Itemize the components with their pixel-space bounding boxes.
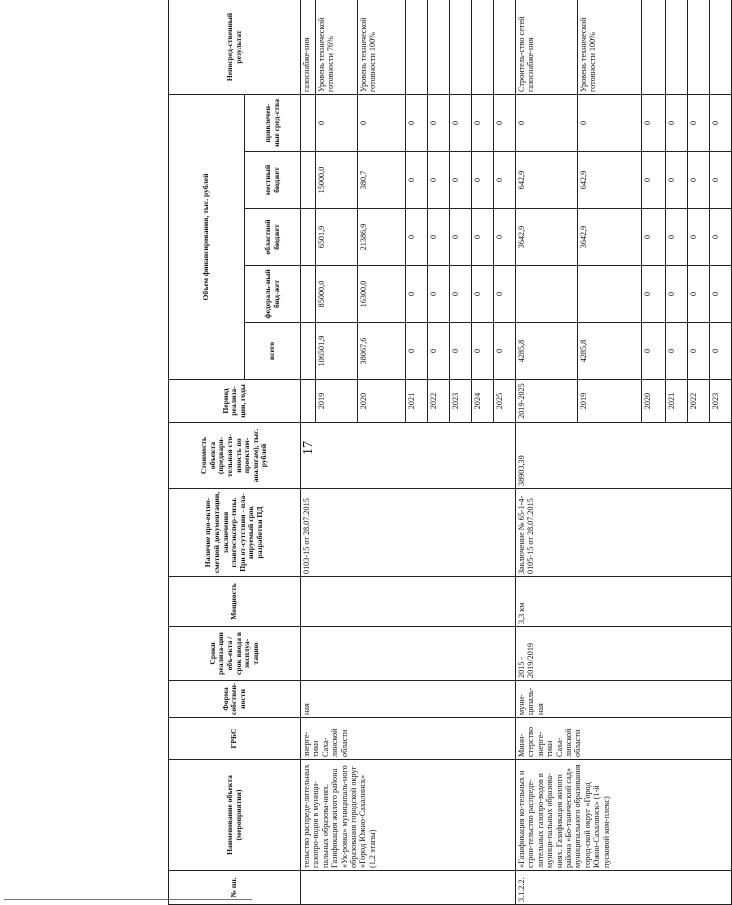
row-regional: 3642,9	[578, 209, 642, 266]
row-year: 2021	[666, 380, 688, 423]
header-federal: федераль-ный бюд-жет	[245, 266, 301, 323]
row-total: 4285,8	[578, 323, 642, 380]
object-1-ownership: ная	[301, 681, 516, 718]
row-total: 0	[494, 323, 516, 380]
row-attracted: 0	[688, 95, 710, 152]
row-year: 2019	[578, 380, 642, 423]
object-2-body	[516, 0, 732, 905]
header-ownership: Форма собствен-ности	[169, 681, 301, 718]
row-regional: 0	[494, 209, 516, 266]
row-year: 2019	[316, 380, 358, 423]
header-financing: Объем финансирования, тыс. рублей	[169, 95, 245, 380]
object-1-capacity	[301, 577, 516, 627]
object-1-total-cont	[301, 323, 316, 380]
header-regional: областной бюджет	[245, 209, 301, 266]
row-local: 0	[428, 152, 450, 209]
row-attracted: 0	[516, 95, 578, 152]
row-year: 2020	[642, 380, 666, 423]
object-1-local-cont	[301, 152, 316, 209]
row-federal: 0	[710, 266, 732, 323]
object-2-ownership: муни-ципаль-ная	[516, 681, 732, 718]
row-local: 0	[494, 152, 516, 209]
row-result: Строитель-ство сетей газоснабже-ния	[516, 0, 578, 95]
object-1-terms	[301, 627, 516, 681]
row-federal	[578, 266, 642, 323]
row-year: 2022	[688, 380, 710, 423]
row-attracted: 0	[578, 95, 642, 152]
object-1-name: тельство распреде-лительных газопро-водов в муници-пальных образова-ниях. Газификация жилого района «Ук-ровка» муниципаль-ного образования городской округ «Город Южно-Сахалинск» (1,2 этапы)	[301, 760, 516, 871]
row-federal: 0	[472, 266, 494, 323]
row-total: 0	[450, 323, 472, 380]
row-attracted: 0	[358, 95, 406, 152]
object-1-docs: 0103-15 от 28.07.2015	[301, 489, 516, 577]
row-total: 0	[666, 323, 688, 380]
financing-table	[168, 0, 732, 905]
header-no: № пп.	[169, 871, 301, 905]
row-federal: 0	[688, 266, 710, 323]
page-number: 17	[301, 441, 316, 455]
row-result	[642, 0, 666, 95]
row-local: 0	[472, 152, 494, 209]
row-local: 0	[666, 152, 688, 209]
row-year: 2023	[450, 380, 472, 423]
row-regional: 0	[666, 209, 688, 266]
row-federal: 0	[406, 266, 428, 323]
row-federal: 16300,0	[358, 266, 406, 323]
row-total: 0	[710, 323, 732, 380]
object-2-grbs: Мини-стерство энерге-тики Саха-линской области	[516, 718, 732, 760]
row-attracted: 0	[428, 95, 450, 152]
header-attracted: привлечен-ные сред-ства	[245, 95, 301, 152]
row-regional: 6501,9	[316, 209, 358, 266]
row-regional: 0	[428, 209, 450, 266]
object-2-name: «Газификация ко-тельных и строи-тельство распреде-лительных газопро-водов в муници-пальных образова-ниях. Газификация жилого района «Бо-танический сад» муниципального образования город-ской округ «Город Южно-Сахалинск» (1-й пусковой ком-плекс)	[516, 760, 732, 871]
object-1-no	[301, 871, 516, 905]
row-result: Уровень технической готовности 100%	[358, 0, 406, 95]
row-attracted: 0	[666, 95, 688, 152]
object-1-federal-cont	[301, 266, 316, 323]
header-name: Наименование объекта (мероприятия)	[169, 760, 301, 871]
object-2-cost: 38903,39	[516, 423, 732, 489]
row-result	[710, 0, 732, 95]
row-result	[494, 0, 516, 95]
object-2-terms: 2015 - 2019/2019	[516, 627, 732, 681]
row-year: 2020	[358, 380, 406, 423]
header-cost: Стоимость объекта (предвари-тельная сто-имость по проектам-аналогам), тыс. рублей	[169, 423, 301, 489]
header-docs: Наличие про-ектно-сметной документации, заключения главгосэкспер-тизы. При от-сутствии - пла-нируемый срок разработки ПД	[169, 489, 301, 577]
table-header	[169, 0, 301, 905]
row-regional: 3642,9	[516, 209, 578, 266]
row-local: 642,9	[516, 152, 578, 209]
header-grbs: ГРБС	[169, 718, 301, 760]
row-result: Уровень технической готовности 100%	[578, 0, 642, 95]
row-total: 0	[428, 323, 450, 380]
row-year: 2022	[428, 380, 450, 423]
object-1-attracted-cont	[301, 95, 316, 152]
row-local: 0	[406, 152, 428, 209]
row-attracted: 0	[642, 95, 666, 152]
object-1-result-cont: газоснабже-ния	[301, 0, 316, 95]
object-1-regional-cont	[301, 209, 316, 266]
object-1-body	[301, 0, 516, 905]
row-federal: 0	[428, 266, 450, 323]
row-local: 0	[688, 152, 710, 209]
row-year: 2023	[710, 380, 732, 423]
row-year: 2025	[494, 380, 516, 423]
row-local: 0	[642, 152, 666, 209]
row-result: Уровень технической готовности 76%	[316, 0, 358, 95]
row-federal: 0	[450, 266, 472, 323]
row-total: 38067,6	[358, 323, 406, 380]
row-regional: 0	[406, 209, 428, 266]
row-year: 2019-2025	[516, 380, 578, 423]
row-local: 15000,0	[316, 152, 358, 209]
row-attracted: 0	[472, 95, 494, 152]
rotated-table-sheet	[168, 0, 720, 905]
row-attracted: 0	[316, 95, 358, 152]
row-year: 2021	[406, 380, 428, 423]
header-capacity: Мощность	[169, 577, 301, 627]
row-attracted: 0	[450, 95, 472, 152]
row-result	[450, 0, 472, 95]
object-1-cost	[301, 423, 516, 489]
row-total: 106501,9	[316, 323, 358, 380]
row-regional: 0	[472, 209, 494, 266]
row-federal: 0	[666, 266, 688, 323]
row-result	[666, 0, 688, 95]
row-attracted: 0	[494, 95, 516, 152]
row-total: 0	[642, 323, 666, 380]
row-local: 0	[710, 152, 732, 209]
row-total: 0	[472, 323, 494, 380]
row-total: 0	[406, 323, 428, 380]
header-total: всего	[245, 323, 301, 380]
object-1-period-cont	[301, 380, 316, 423]
row-attracted: 0	[710, 95, 732, 152]
row-result	[428, 0, 450, 95]
row-attracted: 0	[406, 95, 428, 152]
object-2-docs: Заключение № 65-1-4-0105-15 от 28.07.2015	[516, 489, 732, 577]
object-1-grbs: энерге-тики Саха-линской области	[301, 718, 516, 760]
row-regional: 0	[642, 209, 666, 266]
header-local: местный бюджет	[245, 152, 301, 209]
row-regional: 0	[688, 209, 710, 266]
row-federal: 0	[642, 266, 666, 323]
row-local: 380,7	[358, 152, 406, 209]
row-local: 0	[450, 152, 472, 209]
header-period: Период реализа-ции, годы	[169, 380, 301, 423]
row-regional: 0	[710, 209, 732, 266]
row-regional: 0	[450, 209, 472, 266]
header-terms: Сроки реализа-ции объ-екта / срок ввода в эксплуа-тацию	[169, 627, 301, 681]
row-federal	[516, 266, 578, 323]
object-2-no: 3.1.2.2.	[516, 871, 732, 905]
header-result: Непосред-ственный результат	[169, 0, 301, 95]
object-2-capacity: 3,3 км	[516, 577, 732, 627]
row-year: 2024	[472, 380, 494, 423]
row-result	[688, 0, 710, 95]
row-federal: 0	[494, 266, 516, 323]
row-total: 0	[688, 323, 710, 380]
row-result	[406, 0, 428, 95]
row-local: 642,9	[578, 152, 642, 209]
row-regional: 21386,9	[358, 209, 406, 266]
row-federal: 85000,0	[316, 266, 358, 323]
table-row	[516, 0, 578, 905]
row-result	[472, 0, 494, 95]
row-total: 4285,8	[516, 323, 578, 380]
